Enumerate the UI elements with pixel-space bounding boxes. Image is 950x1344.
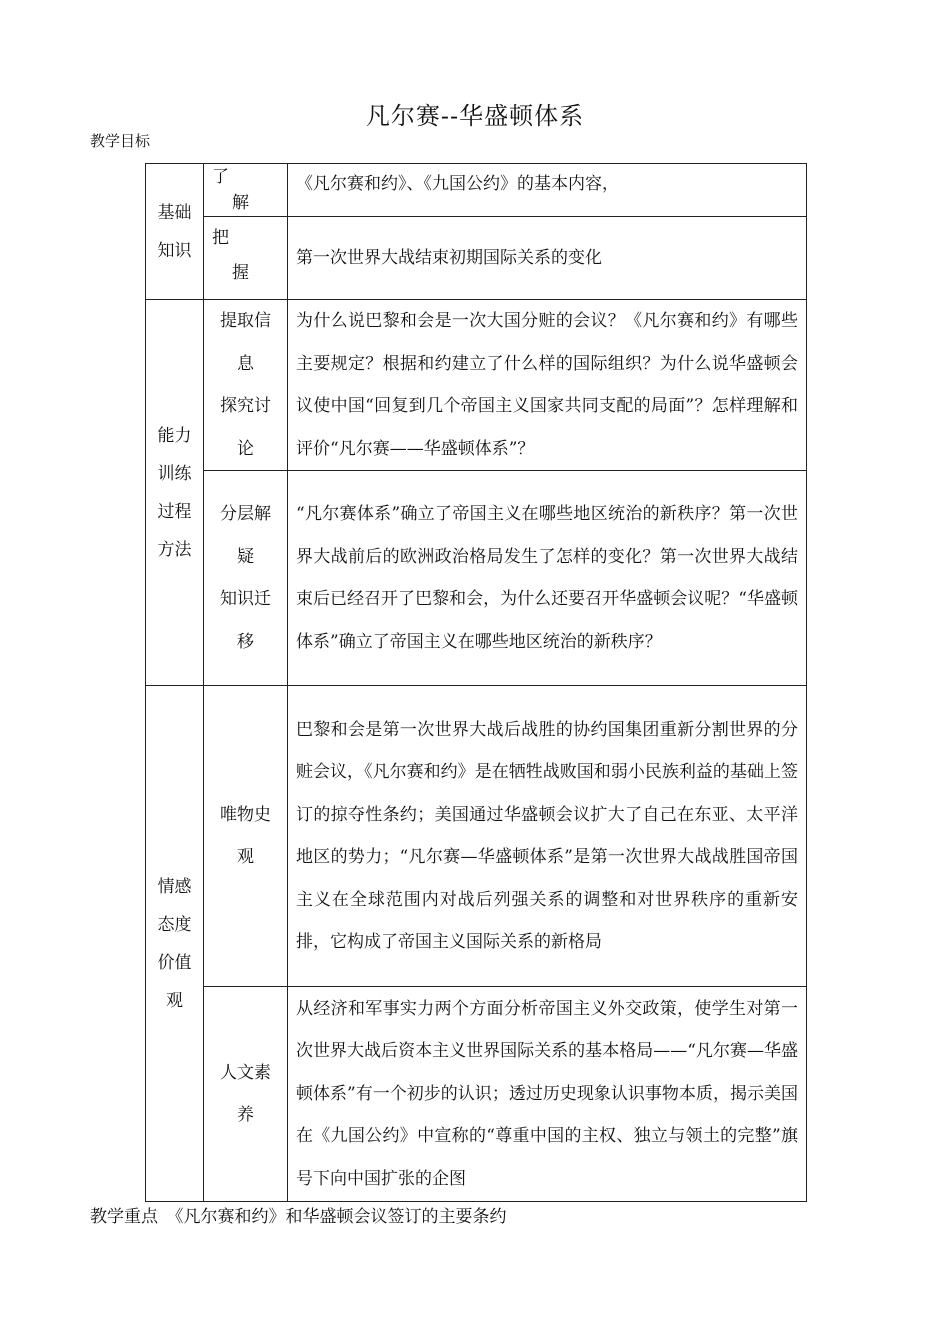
subcategory-label: 把 bbox=[212, 228, 229, 248]
subcategory-label: 提取信 bbox=[220, 311, 271, 331]
subcategory-label: 分层解 bbox=[220, 504, 271, 524]
subcategory-cell bbox=[204, 164, 288, 217]
document-title: 凡尔赛--华盛顿体系 bbox=[365, 102, 585, 130]
category-label: 情感 bbox=[157, 876, 192, 897]
content-cell: 巴黎和会是第一次世界大战后战胜的协约国集团重新分割世界的分赃会议，《凡尔赛和约》是在牺牲战败国和弱小民族利益的基础上签订的掠夺性条约；美国通过华盛顿会议扩大了自己在东亚、太平洋地区的势力；“凡尔赛—华盛顿体系”是第一次世界大战战胜国帝国主义在全球范围内对战后列强关系的调整和对世界秩序的重新安排，它构成了帝国主义国际关系的新格局 bbox=[288, 686, 807, 987]
category-cell bbox=[146, 300, 204, 686]
category-label: 基础 bbox=[157, 202, 192, 223]
subcategory-label: 解 bbox=[232, 193, 249, 213]
category-label: 知识 bbox=[157, 240, 192, 261]
table-row bbox=[146, 217, 807, 300]
subcategory-label: 观 bbox=[237, 847, 254, 867]
objectives-table bbox=[145, 163, 807, 1202]
category-cell bbox=[146, 164, 204, 300]
subcategory-label: 移 bbox=[237, 631, 254, 652]
subcategory-label: 息 bbox=[237, 353, 254, 374]
category-cell bbox=[146, 686, 204, 1202]
section-heading: 教学目标 bbox=[90, 132, 151, 150]
category-label: 方法 bbox=[157, 539, 192, 560]
subcategory-label: 人文素 bbox=[220, 1062, 271, 1083]
subcategory-label: 养 bbox=[237, 1105, 254, 1125]
category-label: 观 bbox=[166, 990, 183, 1011]
subcategory-label: 了 bbox=[212, 167, 229, 187]
category-label: 态度 bbox=[157, 914, 192, 935]
subcategory-cell bbox=[204, 471, 288, 686]
subcategory-cell bbox=[204, 987, 288, 1202]
subcategory-cell bbox=[204, 686, 288, 987]
table-row bbox=[146, 987, 807, 1202]
table-row bbox=[146, 686, 807, 987]
content-cell: “凡尔赛体系”确立了帝国主义在哪些地区统治的新秩序？第一次世界大战前后的欧洲政治格局发生了怎样的变化？第一次世界大战结束后已经召开了巴黎和会，为什么还要召开华盛顿会议呢？“华盛顿体系”确立了帝国主义在哪些地区统治的新秩序？ bbox=[288, 471, 807, 686]
content-cell: 为什么说巴黎和会是一次大国分赃的会议？《凡尔赛和约》有哪些主要规定？根据和约建立了什么样的国际组织？为什么说华盛顿会议使中国“回复到几个帝国主义国家共同支配的局面”？怎样理解和评价“凡尔赛——华盛顿体系”？ bbox=[288, 300, 807, 471]
category-label: 过程 bbox=[157, 501, 192, 522]
category-label: 训练 bbox=[157, 463, 192, 484]
subcategory-label: 知识迁 bbox=[220, 589, 271, 609]
content-cell: 从经济和军事实力两个方面分析帝国主义外交政策，使学生对第一次世界大战后资本主义世界国际关系的基本格局——“凡尔赛—华盛顿体系”有一个初步的认识；透过历史现象认识事物本质，揭示美国在《九国公约》中宣称的“尊重中国的主权、独立与领土的完整”旗号下向中国扩张的企图 bbox=[288, 987, 807, 1202]
table-row bbox=[146, 471, 807, 686]
key-points-line: 教学重点 《凡尔赛和约》和华盛顿会议签订的主要条约 bbox=[90, 1207, 507, 1227]
subcategory-label: 论 bbox=[237, 438, 254, 459]
subcategory-label: 握 bbox=[232, 263, 249, 283]
subcategory-cell bbox=[204, 300, 288, 471]
subcategory-label: 探究讨 bbox=[220, 396, 271, 416]
category-label: 价值 bbox=[157, 952, 192, 973]
content-cell: 第一次世界大战结束初期国际关系的变化 bbox=[288, 217, 807, 300]
category-label: 能力 bbox=[157, 425, 192, 446]
content-cell: 《凡尔赛和约》、《九国公约》的基本内容， bbox=[288, 164, 807, 217]
table-row bbox=[146, 164, 807, 217]
subcategory-label: 疑 bbox=[237, 546, 254, 567]
subcategory-cell bbox=[204, 217, 288, 300]
subcategory-label: 唯物史 bbox=[220, 804, 271, 825]
table-row bbox=[146, 300, 807, 471]
